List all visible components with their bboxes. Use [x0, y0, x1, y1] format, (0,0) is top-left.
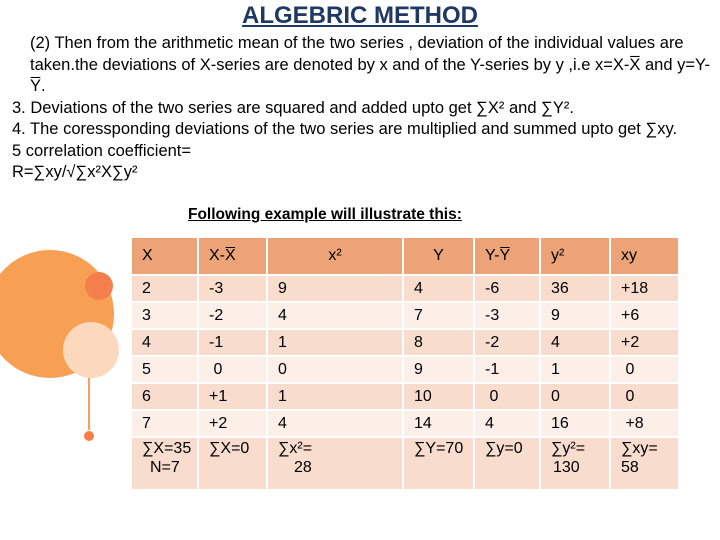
- total-line: ∑Y=70: [414, 440, 464, 457]
- table-row: [131, 410, 679, 437]
- data-table: [130, 236, 680, 491]
- table-row: [131, 302, 679, 329]
- table-header-cell: xy: [610, 237, 679, 275]
- table-cell: 2: [131, 275, 198, 302]
- decor-circle-medium: [63, 322, 119, 378]
- table-cell: 6: [131, 383, 198, 410]
- table-cell: -3: [198, 275, 267, 302]
- table-cell: 4: [403, 275, 474, 302]
- table-header-row: [131, 237, 679, 275]
- table-cell: 14: [403, 410, 474, 437]
- table-cell: -1: [474, 356, 540, 383]
- table-cell: +6: [610, 302, 679, 329]
- table-totals-row: [131, 437, 679, 490]
- total-line: 58: [621, 459, 639, 476]
- formula: R=∑xy/√∑x²X∑y²: [12, 163, 138, 181]
- table-cell: 9: [403, 356, 474, 383]
- table-total-cell: [267, 437, 403, 490]
- table-cell: 9: [540, 302, 610, 329]
- table-cell: 0: [267, 356, 403, 383]
- table-total-cell: [540, 437, 610, 490]
- total-line: ∑x²=: [278, 440, 313, 457]
- table-row: [131, 356, 679, 383]
- table-cell: -2: [198, 302, 267, 329]
- table-header-cell: x²: [267, 237, 403, 275]
- table-cell: 4: [131, 329, 198, 356]
- table-cell: 4: [540, 329, 610, 356]
- table-total-cell: [131, 437, 198, 490]
- table-total-cell: [610, 437, 679, 490]
- table-cell: 4: [474, 410, 540, 437]
- paragraph-step-4: 4. The coressponding deviations of the two series are multiplied and summed upto get ∑xy.: [12, 120, 678, 138]
- table-total-cell: [403, 437, 474, 490]
- table-body: [131, 237, 679, 490]
- paragraph-step-2: (2) Then from the arithmetic mean of the two series , deviation of the individual values are taken.the deviations of X-series are denoted by x and of the Y-series by y ,i.e x=X-X̅ and y=Y-Y̅.: [30, 34, 710, 95]
- table-cell: 0: [540, 383, 610, 410]
- page-title: ALGEBRIC METHOD: [242, 2, 478, 29]
- table-cell: +2: [610, 329, 679, 356]
- table-cell: 7: [403, 302, 474, 329]
- table-cell: 16: [540, 410, 610, 437]
- decor-circle-small: [85, 272, 113, 300]
- table-cell: -6: [474, 275, 540, 302]
- table-total-cell: [198, 437, 267, 490]
- total-line: ∑xy=: [621, 440, 658, 457]
- total-line: 130: [553, 459, 580, 476]
- table-row: [131, 275, 679, 302]
- table-header-cell: y²: [540, 237, 610, 275]
- total-line: 28: [294, 459, 312, 476]
- table-row: [131, 383, 679, 410]
- table-cell: +18: [610, 275, 679, 302]
- table-header-cell: Y-Y̅: [474, 237, 540, 275]
- table-cell: +1: [198, 383, 267, 410]
- body-text: [12, 33, 712, 184]
- table-cell: +2: [198, 410, 267, 437]
- total-line: N=7: [150, 459, 180, 476]
- table-cell: 1: [267, 329, 403, 356]
- table-cell: 0: [610, 356, 679, 383]
- table-header-cell: X-X̅: [198, 237, 267, 275]
- table-cell: 0: [474, 383, 540, 410]
- table-cell: 0: [610, 383, 679, 410]
- table-cell: 1: [267, 383, 403, 410]
- table-total-cell: [474, 437, 540, 490]
- paragraph-step-5: 5 correlation coefficient=: [12, 141, 192, 160]
- table-header-cell: Y: [403, 237, 474, 275]
- table-cell: 7: [131, 410, 198, 437]
- table-cell: 8: [403, 329, 474, 356]
- total-line: ∑X=35: [142, 440, 192, 457]
- table-cell: 10: [403, 383, 474, 410]
- table-cell: 3: [131, 302, 198, 329]
- decor-circle-dot: [84, 431, 94, 441]
- table-cell: +8: [610, 410, 679, 437]
- table-cell: 4: [267, 302, 403, 329]
- example-caption: Following example will illustrate this:: [188, 206, 462, 223]
- table-cell: 36: [540, 275, 610, 302]
- table-cell: -2: [474, 329, 540, 356]
- total-line: ∑y²=: [551, 440, 586, 457]
- table-cell: -1: [198, 329, 267, 356]
- table-cell: 5: [131, 356, 198, 383]
- table-cell: 9: [267, 275, 403, 302]
- paragraph-step-3: 3. Deviations of the two series are squared and added upto get ∑X² and ∑Y².: [12, 98, 574, 117]
- table-cell: 0: [198, 356, 267, 383]
- total-line: ∑y=0: [485, 440, 523, 457]
- total-line: ∑X=0: [209, 440, 250, 457]
- table-row: [131, 329, 679, 356]
- table-cell: 1: [540, 356, 610, 383]
- table-cell: -3: [474, 302, 540, 329]
- table-header-cell: X: [131, 237, 198, 275]
- table-cell: 4: [267, 410, 403, 437]
